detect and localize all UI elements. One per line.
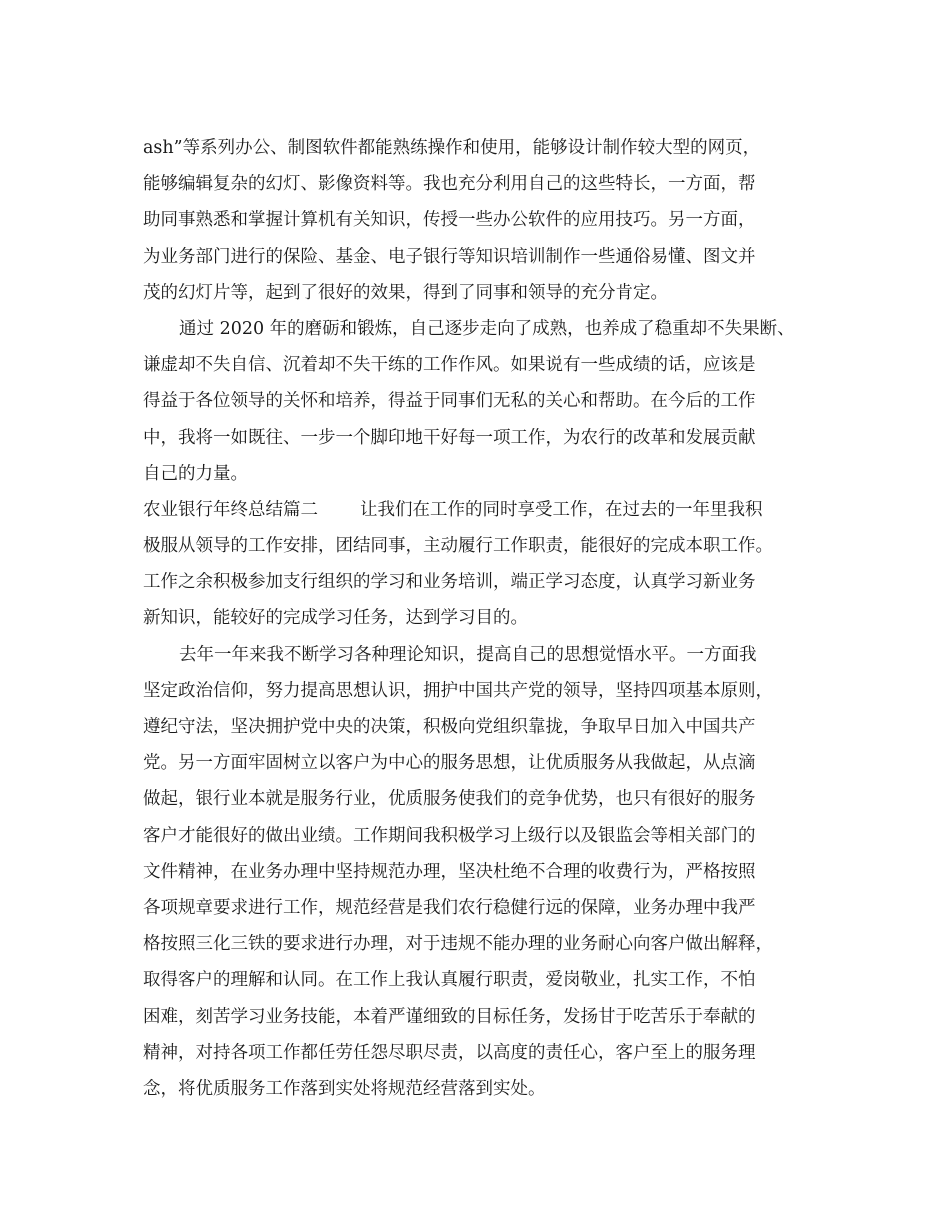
text-line: 通过 2020 年的磨砺和锻炼，自己逐步走向了成熟，也养成了稳重却不失果断、: [179, 318, 795, 339]
document-body: [143, 130, 808, 1107]
text-line-rest: 让我们在工作的同时享受工作，在过去的一年里我积: [360, 499, 763, 520]
section-heading-line: [143, 492, 808, 528]
text-line: 文件精神，在业务办理中坚持规范办理，坚决杜绝不合理的收费行为，严格按照: [143, 861, 756, 882]
text-line: 能够编辑复杂的幻灯、影像资料等。我也充分利用自己的这些特长，一方面，帮: [143, 174, 756, 195]
text-line: 遵纪守法，坚决拥护党中央的决策，积极向党组织靠拢，争取早日加入中国共产: [143, 717, 756, 737]
text-line: 新知识，能较好的完成学习任务，达到学习目的。: [143, 608, 528, 629]
text-line: 助同事熟悉和掌握计算机有关知识，传授一些办公软件的应用技巧。另一方面，: [143, 210, 756, 231]
text-line: 去年一年来我不断学习各种理论知识，提高自己的思想觉悟水平。一方面我: [179, 644, 757, 665]
text-line: 为业务部门进行的保险、基金、电子银行等知识培训制作一些通俗易懂、图文并: [143, 246, 756, 267]
text-line: 自己的力量。: [143, 463, 248, 484]
text-line: 得益于各位领导的关怀和培养，得益于同事们无私的关心和帮助。在今后的工作: [143, 391, 756, 412]
text-line: 取得客户的理解和认同。在工作上我认真履行职责，爱岗敬业，扎实工作，不怕: [143, 970, 756, 991]
paragraph-1: [143, 130, 808, 311]
text-line: 中，我将一如既往、一步一个脚印地干好每一项工作，为农行的改革和发展贡献: [143, 427, 756, 448]
text-line: 坚定政治信仰，努力提高思想认识，拥护中国共产党的领导，坚持四项基本原则，: [143, 680, 773, 701]
text-line: 客户才能很好的做出业绩。工作期间我积极学习上级行以及银监会等相关部门的: [143, 825, 756, 846]
text-line: 茂的幻灯片等，起到了很好的效果，得到了同事和领导的充分肯定。: [143, 282, 668, 303]
text-line: 党。另一方面牢固树立以客户为中心的服务思想，让优质服务从我做起，从点滴: [143, 753, 756, 774]
text-line: 格按照三化三铁的要求进行办理，对于违规不能办理的业务耐心向客户做出解释，: [143, 934, 773, 955]
text-line: 各项规章要求进行工作，规范经营是我们农行稳健行远的保障，业务办理中我严: [143, 897, 756, 918]
text-line: 念，将优质服务工作落到实处将规范经营落到实处。: [143, 1078, 546, 1099]
text-line: 困难，刻苦学习业务技能，本着严谨细致的目标任务，发扬甘于吃苦乐于奉献的: [143, 1006, 756, 1027]
text-line: 极服从领导的工作安排，团结同事，主动履行工作职责，能很好的完成本职工作。: [143, 536, 773, 557]
paragraph-2: [143, 311, 808, 492]
paragraph-4: [143, 637, 808, 1107]
section-heading: 农业银行年终总结篇二: [143, 499, 318, 520]
text-line: 工作之余积极参加支行组织的学习和业务培训，端正学习态度，认真学习新业务: [143, 572, 756, 593]
text-line: ash”等系列办公、制图软件都能熟练操作和使用，能够设计制作较大型的网页，: [143, 138, 761, 158]
paragraph-3: [143, 492, 808, 637]
text-line: 做起，银行业本就是服务行业，优质服务使我们的竞争优势，也只有很好的服务: [143, 789, 756, 810]
text-line: 精神，对持各项工作都任劳任怨尽职尽责，以高度的责任心，客户至上的服务理: [143, 1042, 756, 1063]
text-line: 谦虚却不失自信、沉着却不失干练的工作作风。如果说有一些成绩的话，应该是: [143, 355, 756, 376]
